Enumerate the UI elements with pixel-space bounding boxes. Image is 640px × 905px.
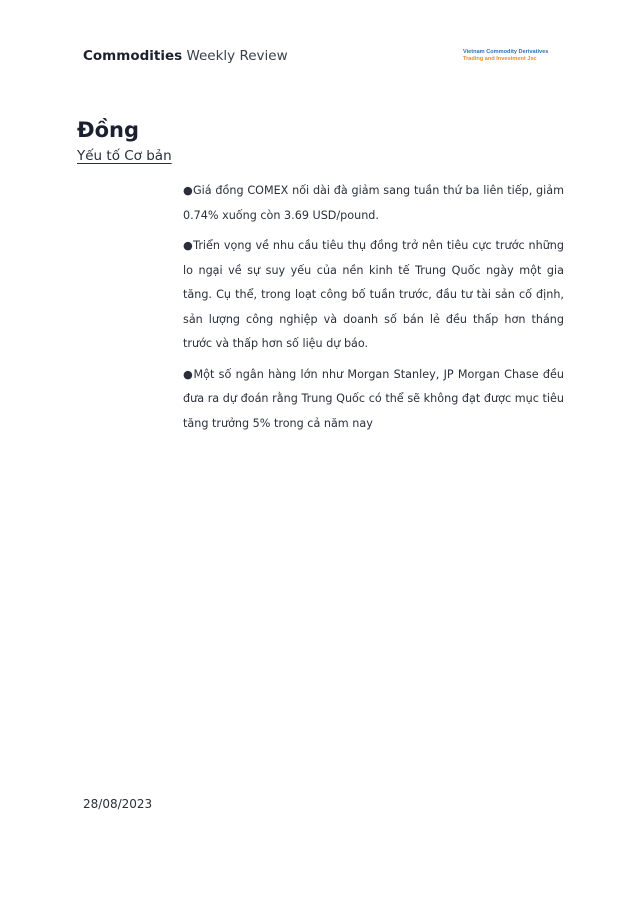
content-body — [183, 179, 564, 442]
report-title-rest: Weekly Review — [182, 48, 288, 64]
paragraph-1: ●Giá đồng COMEX nối dài đà giảm sang tuần thứ ba liên tiếp, giảm 0.74% xuống còn 3.69 USD/pound. — [183, 184, 564, 222]
brand-line-1: Vietnam Commodity Derivatives — [463, 49, 549, 55]
brand-line-2: Trading and Investment Jsc — [463, 56, 537, 62]
brand-logo — [463, 49, 548, 63]
section-title: Đồng — [77, 118, 140, 142]
report-title-bold: Commodities — [83, 48, 183, 64]
footer-date: 28/08/2023 — [83, 797, 153, 811]
report-header — [83, 48, 288, 64]
paragraph-3: ●Một số ngân hàng lớn như Morgan Stanley, JP Morgan Chase đều đưa ra dự đoán rằng Trung Quốc có thể sẽ không đạt được mục tiêu tăng trưởng 5% trong cả năm nay — [183, 367, 564, 430]
paragraph-2: ●Triển vọng về nhu cầu tiêu thụ đồng trở nên tiêu cực trước những lo ngại về sự suy yếu của nền kinh tế Trung Quốc ngày một gia tăng. Cụ thể, trong loạt công bố tuần trước, đầu tư tài sản cố định, sản lượng công nghiệp và doanh số bán lẻ đều thấp hơn tháng trước và thấp hơn số liệu dự báo. — [183, 239, 564, 350]
section-subtitle: Yếu tố Cơ bản — [77, 148, 172, 164]
